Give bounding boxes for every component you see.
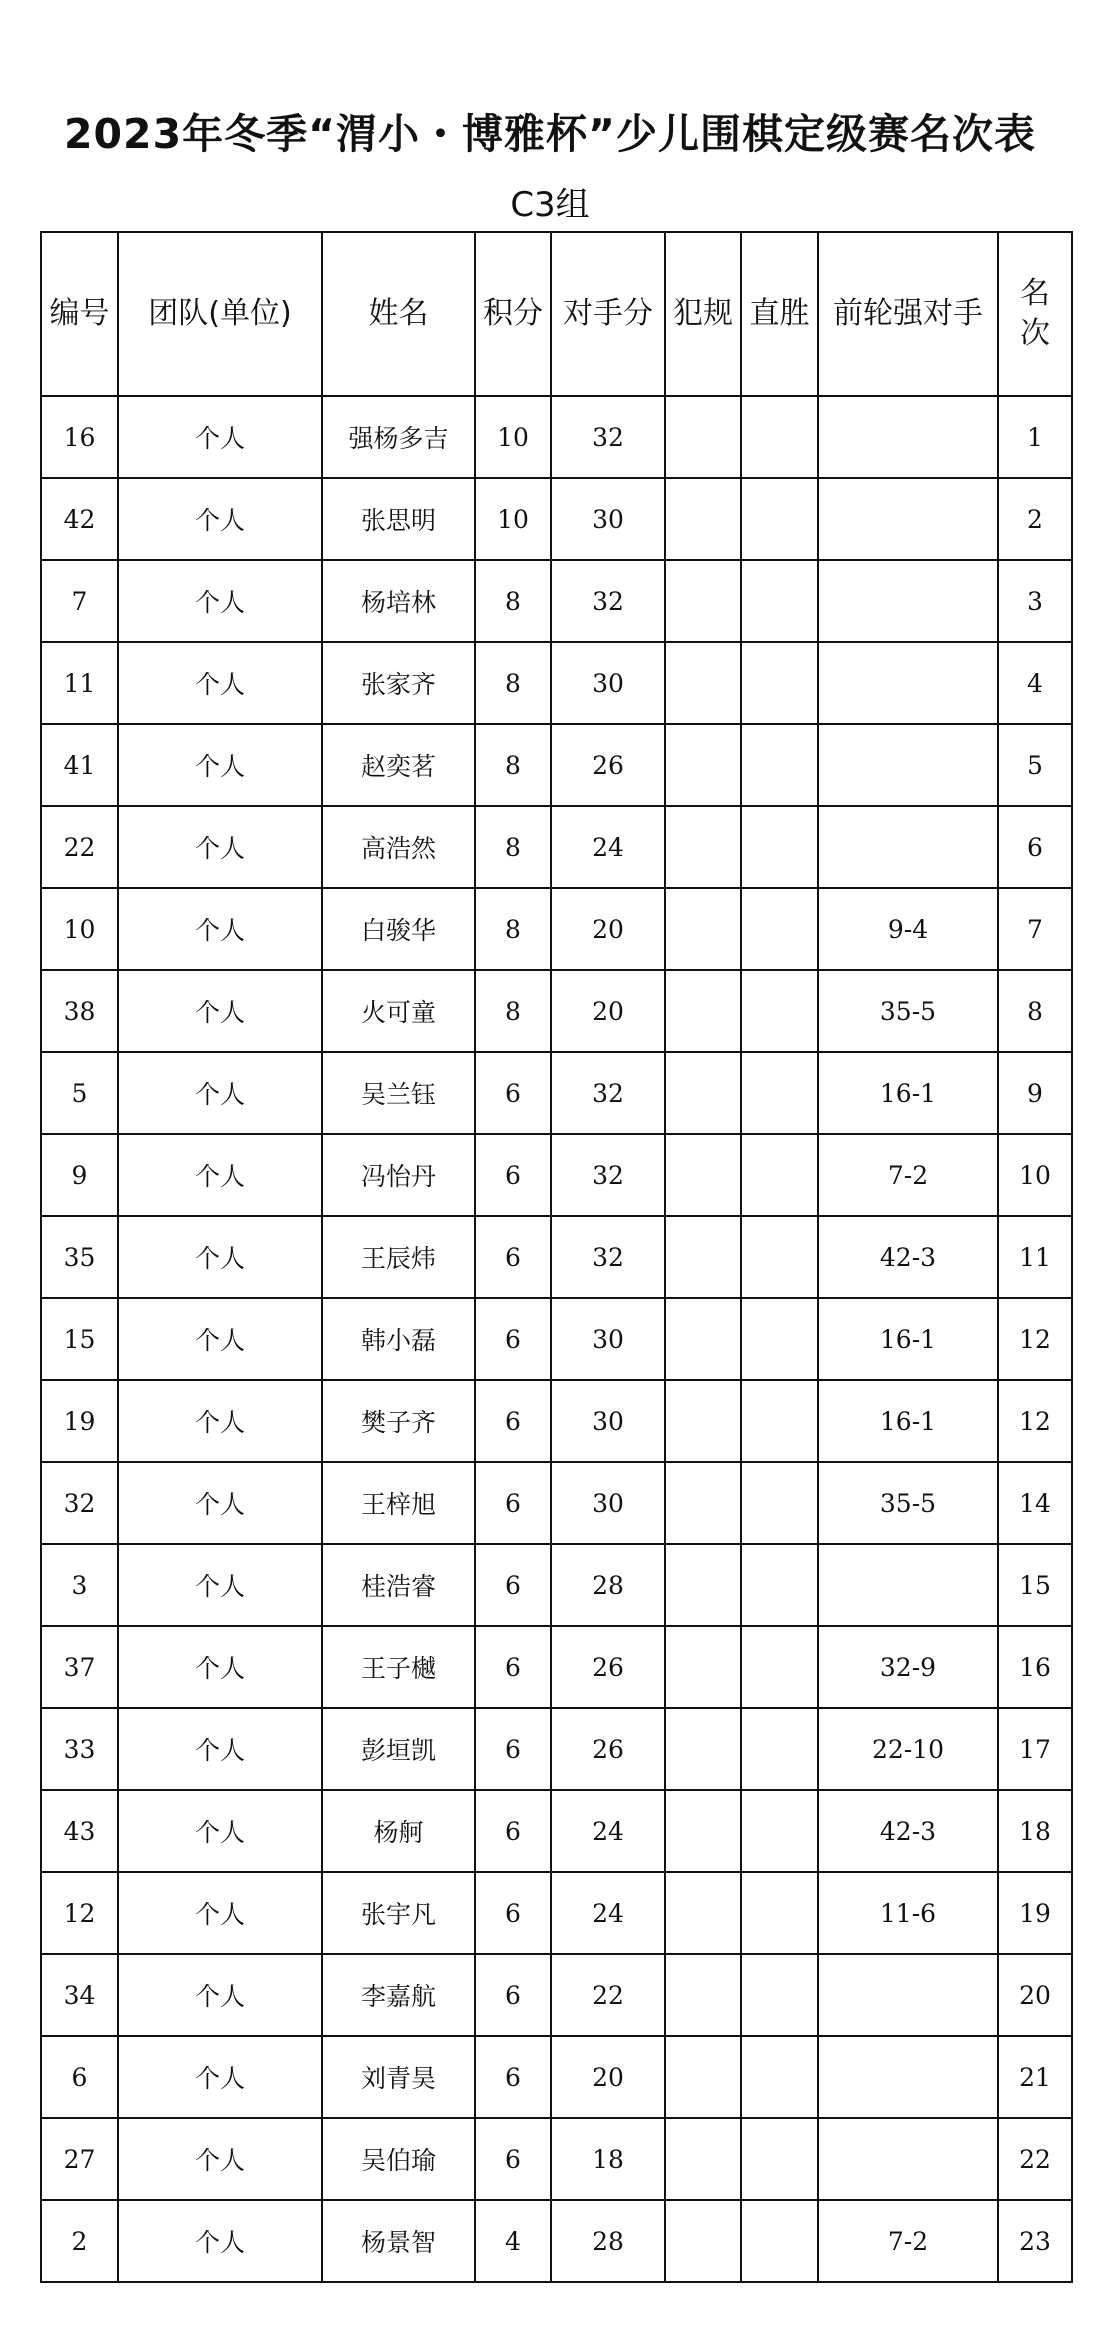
cell-foul [665, 2118, 741, 2200]
cell-id: 3 [41, 1544, 118, 1626]
col-header-rank-line2: 次 [1020, 316, 1050, 351]
cell-name: 强杨多吉 [322, 396, 475, 478]
cell-name: 韩小磊 [322, 1298, 475, 1380]
table-row [41, 1380, 1072, 1462]
cell-id: 10 [41, 888, 118, 970]
cell-direct-win [741, 1462, 818, 1544]
cell-opp-score: 32 [551, 396, 665, 478]
cell-points: 4 [475, 2200, 551, 2282]
cell-foul [665, 560, 741, 642]
cell-foul [665, 1216, 741, 1298]
cell-name: 张宇凡 [322, 1872, 475, 1954]
cell-foul [665, 1298, 741, 1380]
cell-direct-win [741, 396, 818, 478]
cell-opp-score: 30 [551, 1462, 665, 1544]
cell-foul [665, 2036, 741, 2118]
cell-rank: 4 [998, 642, 1072, 724]
col-header-id: 编号 [41, 232, 118, 396]
cell-points: 6 [475, 1626, 551, 1708]
cell-opp-score: 24 [551, 1790, 665, 1872]
cell-team: 个人 [118, 970, 322, 1052]
cell-foul [665, 1708, 741, 1790]
cell-opp-score: 28 [551, 2200, 665, 2282]
cell-rank: 6 [998, 806, 1072, 888]
cell-opp-score: 32 [551, 1216, 665, 1298]
ranking-table [40, 231, 1073, 2283]
col-header-points: 积分 [475, 232, 551, 396]
cell-opp-score: 26 [551, 1708, 665, 1790]
cell-team: 个人 [118, 478, 322, 560]
col-header-rank [998, 232, 1072, 396]
cell-id: 43 [41, 1790, 118, 1872]
cell-points: 6 [475, 1298, 551, 1380]
cell-name: 杨培林 [322, 560, 475, 642]
cell-prev-strong-opp [818, 1544, 998, 1626]
cell-direct-win [741, 2200, 818, 2282]
cell-id: 42 [41, 478, 118, 560]
table-row [41, 2200, 1072, 2282]
table-row [41, 560, 1072, 642]
cell-name: 张思明 [322, 478, 475, 560]
cell-prev-strong-opp: 22-10 [818, 1708, 998, 1790]
cell-direct-win [741, 1380, 818, 1462]
table-header [41, 232, 1072, 396]
cell-rank: 7 [998, 888, 1072, 970]
cell-direct-win [741, 1708, 818, 1790]
cell-opp-score: 32 [551, 1052, 665, 1134]
cell-foul [665, 724, 741, 806]
cell-direct-win [741, 1216, 818, 1298]
cell-points: 10 [475, 396, 551, 478]
cell-direct-win [741, 642, 818, 724]
cell-opp-score: 24 [551, 1872, 665, 1954]
cell-prev-strong-opp [818, 724, 998, 806]
cell-id: 9 [41, 1134, 118, 1216]
cell-team: 个人 [118, 1216, 322, 1298]
table-row [41, 1298, 1072, 1380]
cell-rank: 12 [998, 1298, 1072, 1380]
table-row [41, 724, 1072, 806]
cell-points: 6 [475, 1790, 551, 1872]
table-row [41, 642, 1072, 724]
cell-foul [665, 1872, 741, 1954]
cell-opp-score: 32 [551, 560, 665, 642]
cell-id: 27 [41, 2118, 118, 2200]
cell-team: 个人 [118, 1380, 322, 1462]
cell-id: 5 [41, 1052, 118, 1134]
cell-points: 8 [475, 806, 551, 888]
cell-rank: 3 [998, 560, 1072, 642]
col-header-name: 姓名 [322, 232, 475, 396]
table-row [41, 2118, 1072, 2200]
cell-rank: 15 [998, 1544, 1072, 1626]
cell-foul [665, 888, 741, 970]
cell-rank: 1 [998, 396, 1072, 478]
cell-team: 个人 [118, 1954, 322, 2036]
cell-direct-win [741, 2036, 818, 2118]
cell-direct-win [741, 2118, 818, 2200]
cell-team: 个人 [118, 1134, 322, 1216]
cell-opp-score: 30 [551, 478, 665, 560]
cell-opp-score: 20 [551, 2036, 665, 2118]
cell-id: 2 [41, 2200, 118, 2282]
cell-team: 个人 [118, 642, 322, 724]
cell-opp-score: 30 [551, 1380, 665, 1462]
cell-foul [665, 478, 741, 560]
cell-points: 6 [475, 1872, 551, 1954]
cell-foul [665, 1626, 741, 1708]
cell-name: 白骏华 [322, 888, 475, 970]
cell-team: 个人 [118, 724, 322, 806]
cell-foul [665, 1954, 741, 2036]
cell-id: 6 [41, 2036, 118, 2118]
cell-team: 个人 [118, 1790, 322, 1872]
cell-team: 个人 [118, 1626, 322, 1708]
cell-foul [665, 1790, 741, 1872]
cell-name: 王子樾 [322, 1626, 475, 1708]
cell-foul [665, 806, 741, 888]
cell-prev-strong-opp: 16-1 [818, 1052, 998, 1134]
cell-opp-score: 32 [551, 1134, 665, 1216]
cell-name: 吴伯瑜 [322, 2118, 475, 2200]
cell-name: 赵奕茗 [322, 724, 475, 806]
cell-prev-strong-opp: 16-1 [818, 1298, 998, 1380]
table-row [41, 396, 1072, 478]
cell-id: 34 [41, 1954, 118, 2036]
cell-foul [665, 1462, 741, 1544]
cell-prev-strong-opp: 7-2 [818, 1134, 998, 1216]
cell-direct-win [741, 1298, 818, 1380]
cell-points: 10 [475, 478, 551, 560]
cell-points: 8 [475, 970, 551, 1052]
table-row [41, 1052, 1072, 1134]
cell-prev-strong-opp: 11-6 [818, 1872, 998, 1954]
cell-direct-win [741, 1544, 818, 1626]
cell-opp-score: 18 [551, 2118, 665, 2200]
table-row [41, 1954, 1072, 2036]
cell-direct-win [741, 888, 818, 970]
cell-team: 个人 [118, 1544, 322, 1626]
cell-id: 35 [41, 1216, 118, 1298]
cell-points: 8 [475, 888, 551, 970]
col-header-team: 团队(单位) [118, 232, 322, 396]
cell-rank: 5 [998, 724, 1072, 806]
cell-foul [665, 1052, 741, 1134]
cell-name: 杨舸 [322, 1790, 475, 1872]
cell-points: 6 [475, 1708, 551, 1790]
cell-opp-score: 22 [551, 1954, 665, 2036]
col-header-direct-win: 直胜 [741, 232, 818, 396]
cell-prev-strong-opp [818, 478, 998, 560]
cell-team: 个人 [118, 1872, 322, 1954]
table-row [41, 1462, 1072, 1544]
cell-prev-strong-opp: 7-2 [818, 2200, 998, 2282]
header-row [41, 232, 1072, 396]
cell-id: 32 [41, 1462, 118, 1544]
cell-name: 刘青昊 [322, 2036, 475, 2118]
cell-foul [665, 970, 741, 1052]
cell-team: 个人 [118, 1052, 322, 1134]
cell-rank: 17 [998, 1708, 1072, 1790]
cell-prev-strong-opp: 35-5 [818, 970, 998, 1052]
page-title: 2023年冬季“渭小・博雅杯”少儿围棋定级赛名次表 [63, 110, 1036, 158]
cell-prev-strong-opp: 35-5 [818, 1462, 998, 1544]
cell-team: 个人 [118, 2036, 322, 2118]
table-row [41, 1626, 1072, 1708]
cell-points: 6 [475, 2036, 551, 2118]
cell-direct-win [741, 970, 818, 1052]
cell-prev-strong-opp [818, 642, 998, 724]
cell-prev-strong-opp [818, 560, 998, 642]
cell-prev-strong-opp: 9-4 [818, 888, 998, 970]
cell-name: 张家齐 [322, 642, 475, 724]
cell-points: 6 [475, 1954, 551, 2036]
cell-rank: 10 [998, 1134, 1072, 1216]
cell-opp-score: 30 [551, 1298, 665, 1380]
cell-foul [665, 2200, 741, 2282]
table-body [41, 396, 1072, 2282]
cell-name: 王梓旭 [322, 1462, 475, 1544]
table-row [41, 888, 1072, 970]
cell-id: 7 [41, 560, 118, 642]
cell-points: 8 [475, 560, 551, 642]
cell-points: 6 [475, 1134, 551, 1216]
cell-direct-win [741, 806, 818, 888]
cell-opp-score: 26 [551, 1626, 665, 1708]
table-row [41, 478, 1072, 560]
cell-prev-strong-opp: 42-3 [818, 1216, 998, 1298]
cell-rank: 9 [998, 1052, 1072, 1134]
cell-direct-win [741, 1134, 818, 1216]
cell-foul [665, 642, 741, 724]
cell-points: 8 [475, 642, 551, 724]
col-header-rank-line1: 名 [1020, 276, 1050, 311]
cell-points: 6 [475, 1380, 551, 1462]
cell-team: 个人 [118, 396, 322, 478]
cell-rank: 21 [998, 2036, 1072, 2118]
cell-name: 火可童 [322, 970, 475, 1052]
cell-name: 杨景智 [322, 2200, 475, 2282]
cell-name: 高浩然 [322, 806, 475, 888]
table-row [41, 970, 1072, 1052]
table-row [41, 1790, 1072, 1872]
cell-opp-score: 20 [551, 970, 665, 1052]
cell-direct-win [741, 1954, 818, 2036]
cell-prev-strong-opp [818, 2118, 998, 2200]
cell-rank: 20 [998, 1954, 1072, 2036]
cell-prev-strong-opp [818, 1954, 998, 2036]
cell-points: 6 [475, 1052, 551, 1134]
cell-direct-win [741, 1052, 818, 1134]
cell-name: 王辰炜 [322, 1216, 475, 1298]
col-header-opp-score: 对手分 [551, 232, 665, 396]
cell-opp-score: 26 [551, 724, 665, 806]
cell-direct-win [741, 724, 818, 806]
cell-rank: 18 [998, 1790, 1072, 1872]
cell-id: 12 [41, 1872, 118, 1954]
cell-direct-win [741, 1626, 818, 1708]
cell-prev-strong-opp: 42-3 [818, 1790, 998, 1872]
cell-id: 19 [41, 1380, 118, 1462]
cell-rank: 14 [998, 1462, 1072, 1544]
table-row [41, 806, 1072, 888]
cell-id: 33 [41, 1708, 118, 1790]
table-row [41, 1544, 1072, 1626]
cell-points: 6 [475, 1462, 551, 1544]
cell-team: 个人 [118, 560, 322, 642]
cell-id: 16 [41, 396, 118, 478]
cell-direct-win [741, 560, 818, 642]
cell-team: 个人 [118, 1708, 322, 1790]
cell-points: 6 [475, 1544, 551, 1626]
cell-foul [665, 1134, 741, 1216]
cell-direct-win [741, 478, 818, 560]
cell-prev-strong-opp [818, 2036, 998, 2118]
cell-id: 15 [41, 1298, 118, 1380]
table-row [41, 1708, 1072, 1790]
cell-rank: 2 [998, 478, 1072, 560]
cell-id: 37 [41, 1626, 118, 1708]
cell-prev-strong-opp: 16-1 [818, 1380, 998, 1462]
cell-points: 6 [475, 2118, 551, 2200]
table-row [41, 2036, 1072, 2118]
cell-id: 38 [41, 970, 118, 1052]
cell-prev-strong-opp [818, 806, 998, 888]
cell-direct-win [741, 1790, 818, 1872]
cell-rank: 11 [998, 1216, 1072, 1298]
cell-points: 8 [475, 724, 551, 806]
cell-rank: 16 [998, 1626, 1072, 1708]
cell-foul [665, 1380, 741, 1462]
cell-direct-win [741, 1872, 818, 1954]
cell-team: 个人 [118, 2118, 322, 2200]
cell-foul [665, 1544, 741, 1626]
cell-opp-score: 20 [551, 888, 665, 970]
cell-id: 11 [41, 642, 118, 724]
cell-foul [665, 396, 741, 478]
cell-rank: 22 [998, 2118, 1072, 2200]
cell-name: 李嘉航 [322, 1954, 475, 2036]
cell-points: 6 [475, 1216, 551, 1298]
cell-rank: 12 [998, 1380, 1072, 1462]
cell-team: 个人 [118, 2200, 322, 2282]
cell-opp-score: 28 [551, 1544, 665, 1626]
cell-prev-strong-opp: 32-9 [818, 1626, 998, 1708]
cell-team: 个人 [118, 806, 322, 888]
cell-rank: 19 [998, 1872, 1072, 1954]
cell-name: 彭垣凯 [322, 1708, 475, 1790]
group-label: C3组 [510, 185, 590, 225]
cell-team: 个人 [118, 1298, 322, 1380]
cell-prev-strong-opp [818, 396, 998, 478]
col-header-prev-strong-opp: 前轮强对手 [818, 232, 998, 396]
cell-name: 吴兰钰 [322, 1052, 475, 1134]
cell-rank: 8 [998, 970, 1072, 1052]
cell-id: 22 [41, 806, 118, 888]
cell-rank: 23 [998, 2200, 1072, 2282]
table-row [41, 1134, 1072, 1216]
cell-name: 冯怡丹 [322, 1134, 475, 1216]
cell-id: 41 [41, 724, 118, 806]
cell-team: 个人 [118, 1462, 322, 1544]
cell-name: 樊子齐 [322, 1380, 475, 1462]
cell-opp-score: 24 [551, 806, 665, 888]
table-row [41, 1872, 1072, 1954]
cell-name: 桂浩睿 [322, 1544, 475, 1626]
cell-opp-score: 30 [551, 642, 665, 724]
cell-team: 个人 [118, 888, 322, 970]
table-row [41, 1216, 1072, 1298]
col-header-foul: 犯规 [665, 232, 741, 396]
